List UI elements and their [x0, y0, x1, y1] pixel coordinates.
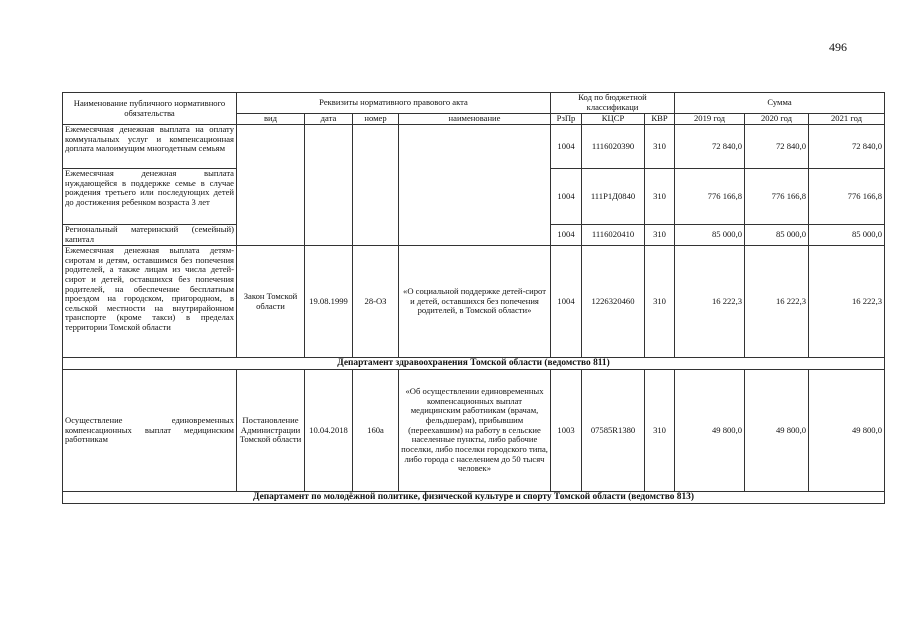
row-vid: Закон Томской области — [237, 246, 305, 358]
table-row — [63, 370, 885, 492]
header-2020: 2020 год — [745, 114, 809, 125]
row-kvr: 310 — [645, 125, 675, 169]
header-date: дата — [305, 114, 353, 125]
row-name: Ежемесячная денежная выплата детям-сиротам и детям, оставшимся без попечения родителей, а также лицам из числа детей-сирот и детей, оставшихся без попечения родителей, на обеспечение бесплатным проездом на городском, пригородном, в сельской местности на внутрирайонном транспорте (кроме такси) в пределах территории Томской области — [63, 246, 237, 358]
row-2019: 16 222,3 — [675, 246, 745, 358]
row-number: 160а — [353, 370, 399, 492]
row-2021: 776 166,8 — [809, 169, 885, 225]
header-number: номер — [353, 114, 399, 125]
row-name: Осуществление единовременных компенсационных выплат медицинским работникам — [63, 370, 237, 492]
row-kcsr: 1116020410 — [582, 225, 645, 246]
row-vid-empty — [237, 125, 305, 246]
header-vid: вид — [237, 114, 305, 125]
row-kvr: 310 — [645, 225, 675, 246]
row-2019: 776 166,8 — [675, 169, 745, 225]
row-kvr: 310 — [645, 169, 675, 225]
department-heading: Департамент здравоохранения Томской области (ведомство 811) — [63, 358, 885, 370]
row-2019: 85 000,0 — [675, 225, 745, 246]
row-title-empty — [399, 125, 551, 246]
row-kcsr: 07585R1380 — [582, 370, 645, 492]
row-rzpr: 1004 — [551, 125, 582, 169]
row-title: «О социальной поддержке детей-сирот и детей, оставшихся без попечения родителей, в Томской области» — [399, 246, 551, 358]
row-2019: 72 840,0 — [675, 125, 745, 169]
row-kcsr: 1116020390 — [582, 125, 645, 169]
header-kvr: КВР — [645, 114, 675, 125]
row-number: 28-ОЗ — [353, 246, 399, 358]
header-rzpr: РзПр — [551, 114, 582, 125]
row-2019: 49 800,0 — [675, 370, 745, 492]
row-kvr: 310 — [645, 246, 675, 358]
row-2020: 72 840,0 — [745, 125, 809, 169]
row-rzpr: 1003 — [551, 370, 582, 492]
row-2020: 16 222,3 — [745, 246, 809, 358]
row-date: 10.04.2018 — [305, 370, 353, 492]
row-name: Ежемесячная денежная выплата нуждающейся в поддержке семье в случае рождения третьего или последующих детей до достижения ребенком возраста 3 лет — [63, 169, 237, 225]
header-kcsr: КЦСР — [582, 114, 645, 125]
header-sum: Сумма — [675, 93, 885, 114]
row-2020: 776 166,8 — [745, 169, 809, 225]
budget-table — [62, 92, 885, 504]
row-rzpr: 1004 — [551, 246, 582, 358]
row-2020: 85 000,0 — [745, 225, 809, 246]
row-title: «Об осуществлении единовременных компенсационных выплат медицинским работникам (врачам, фельдшерам), прибывшим (переехавшим) на работу в сельские населенные пункты, либо рабочие поселки, либо поселки городского типа, либо города с населением до 50 тысяч человек» — [399, 370, 551, 492]
header-name: Наименование публичного нормативного обязательства — [63, 93, 237, 125]
row-kvr: 310 — [645, 370, 675, 492]
header-2019: 2019 год — [675, 114, 745, 125]
row-number-empty — [353, 125, 399, 246]
row-kcsr: 111Р1Д0840 — [582, 169, 645, 225]
row-kcsr: 1226320460 — [582, 246, 645, 358]
header-title: наименование — [399, 114, 551, 125]
row-vid: Постановление Администрации Томской области — [237, 370, 305, 492]
row-rzpr: 1004 — [551, 169, 582, 225]
row-date: 19.08.1999 — [305, 246, 353, 358]
department-heading: Департамент по молодёжной политике, физической культуре и спорту Томской области (ведомство 813) — [63, 492, 885, 504]
header-2021: 2021 год — [809, 114, 885, 125]
row-name: Региональный материнский (семейный) капитал — [63, 225, 237, 246]
row-2021: 49 800,0 — [809, 370, 885, 492]
page-number: 496 — [829, 40, 847, 54]
row-date-empty — [305, 125, 353, 246]
header-budget-code: Код по бюджетной классификаци — [551, 93, 675, 114]
row-2021: 85 000,0 — [809, 225, 885, 246]
row-name: Ежемесячная денежная выплата на оплату коммунальных услуг и компенсационная доплата малоимущим многодетным семьям — [63, 125, 237, 169]
row-rzpr: 1004 — [551, 225, 582, 246]
table-row — [63, 246, 885, 358]
row-2021: 72 840,0 — [809, 125, 885, 169]
row-2021: 16 222,3 — [809, 246, 885, 358]
row-2020: 49 800,0 — [745, 370, 809, 492]
table-row — [63, 125, 885, 169]
header-requisites: Реквизиты нормативного правового акта — [237, 93, 551, 114]
